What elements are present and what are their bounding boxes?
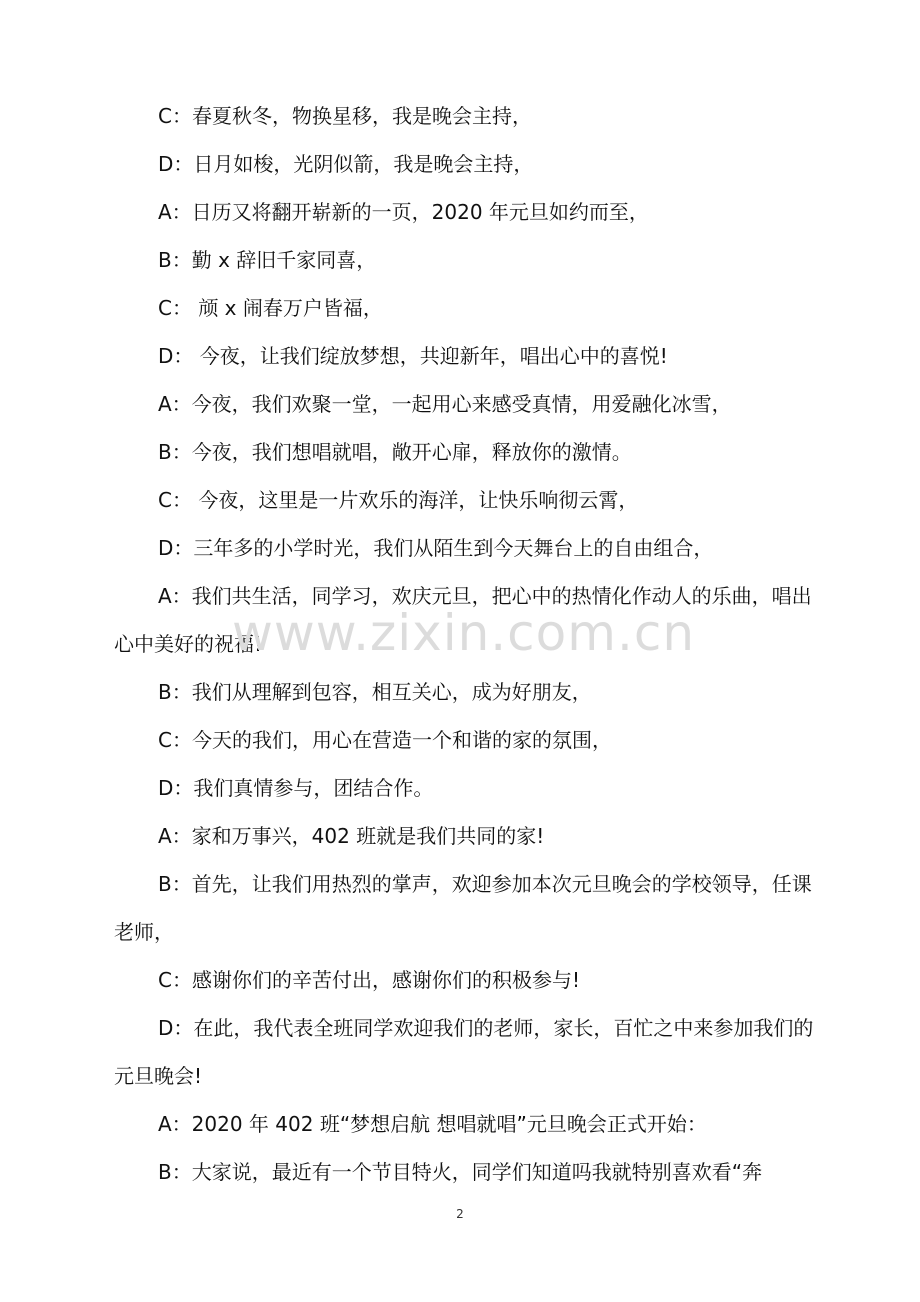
paragraph: A：家和万事兴，402 班就是我们共同的家! <box>158 824 545 848</box>
watermark: www.zixin.com.cn <box>232 604 696 662</box>
paragraph: C：今天的我们，用心在营造一个和谐的家的氛围， <box>158 728 612 752</box>
paragraph: D：我们真情参与，团结合作。 <box>158 776 434 800</box>
paragraph: A：2020 年 402 班“梦想启航 想唱就唱”元旦晚会正式开始： <box>158 1112 707 1136</box>
paragraph: D：在此，我代表全班同学欢迎我们的老师，家长，百忙之中来参加我们的元旦晚会! <box>114 1016 814 1088</box>
paragraph: B：首先，让我们用热烈的掌声，欢迎参加本次元旦晚会的学校领导，任课老师， <box>114 872 812 944</box>
paragraph: A：今夜，我们欢聚一堂，一起用心来感受真情，用爱融化冰雪， <box>158 392 732 416</box>
paragraph: B：我们从理解到包容，相互关心，成为好朋友， <box>158 680 592 704</box>
paragraph: D： 今夜，让我们绽放梦想，共迎新年，唱出心中的喜悦! <box>158 344 668 368</box>
page-number: 2 <box>456 1207 464 1221</box>
paragraph: A：我们共生活，同学习，欢庆元旦，把心中的热情化作动人的乐曲，唱出心中美好的祝福! <box>114 584 812 656</box>
document-body <box>114 92 814 1196</box>
paragraph: D：日月如梭，光阴似箭，我是晚会主持， <box>158 152 534 176</box>
paragraph: C： 颃 x 闹春万户皆福， <box>158 296 383 320</box>
paragraph: C：感谢你们的辛苦付出，感谢你们的积极参与! <box>158 968 580 992</box>
paragraph: A：日历又将翻开崭新的一页，2020 年元旦如约而至， <box>158 200 649 224</box>
paragraph: B：今夜，我们想唱就唱，敞开心扉，释放你的激情。 <box>158 440 632 464</box>
paragraph: C： 今夜，这里是一片欢乐的海洋，让快乐响彻云霄， <box>158 488 639 512</box>
paragraph: C：春夏秋冬，物换星移，我是晚会主持， <box>158 104 532 128</box>
paragraph: B：勤 x 辞旧千家同喜， <box>158 248 377 272</box>
paragraph: B：大家说，最近有一个节目特火，同学们知道吗我就特别喜欢看“奔 <box>158 1160 763 1184</box>
paragraph: D：三年多的小学时光，我们从陌生到今天舞台上的自由组合， <box>158 536 714 560</box>
